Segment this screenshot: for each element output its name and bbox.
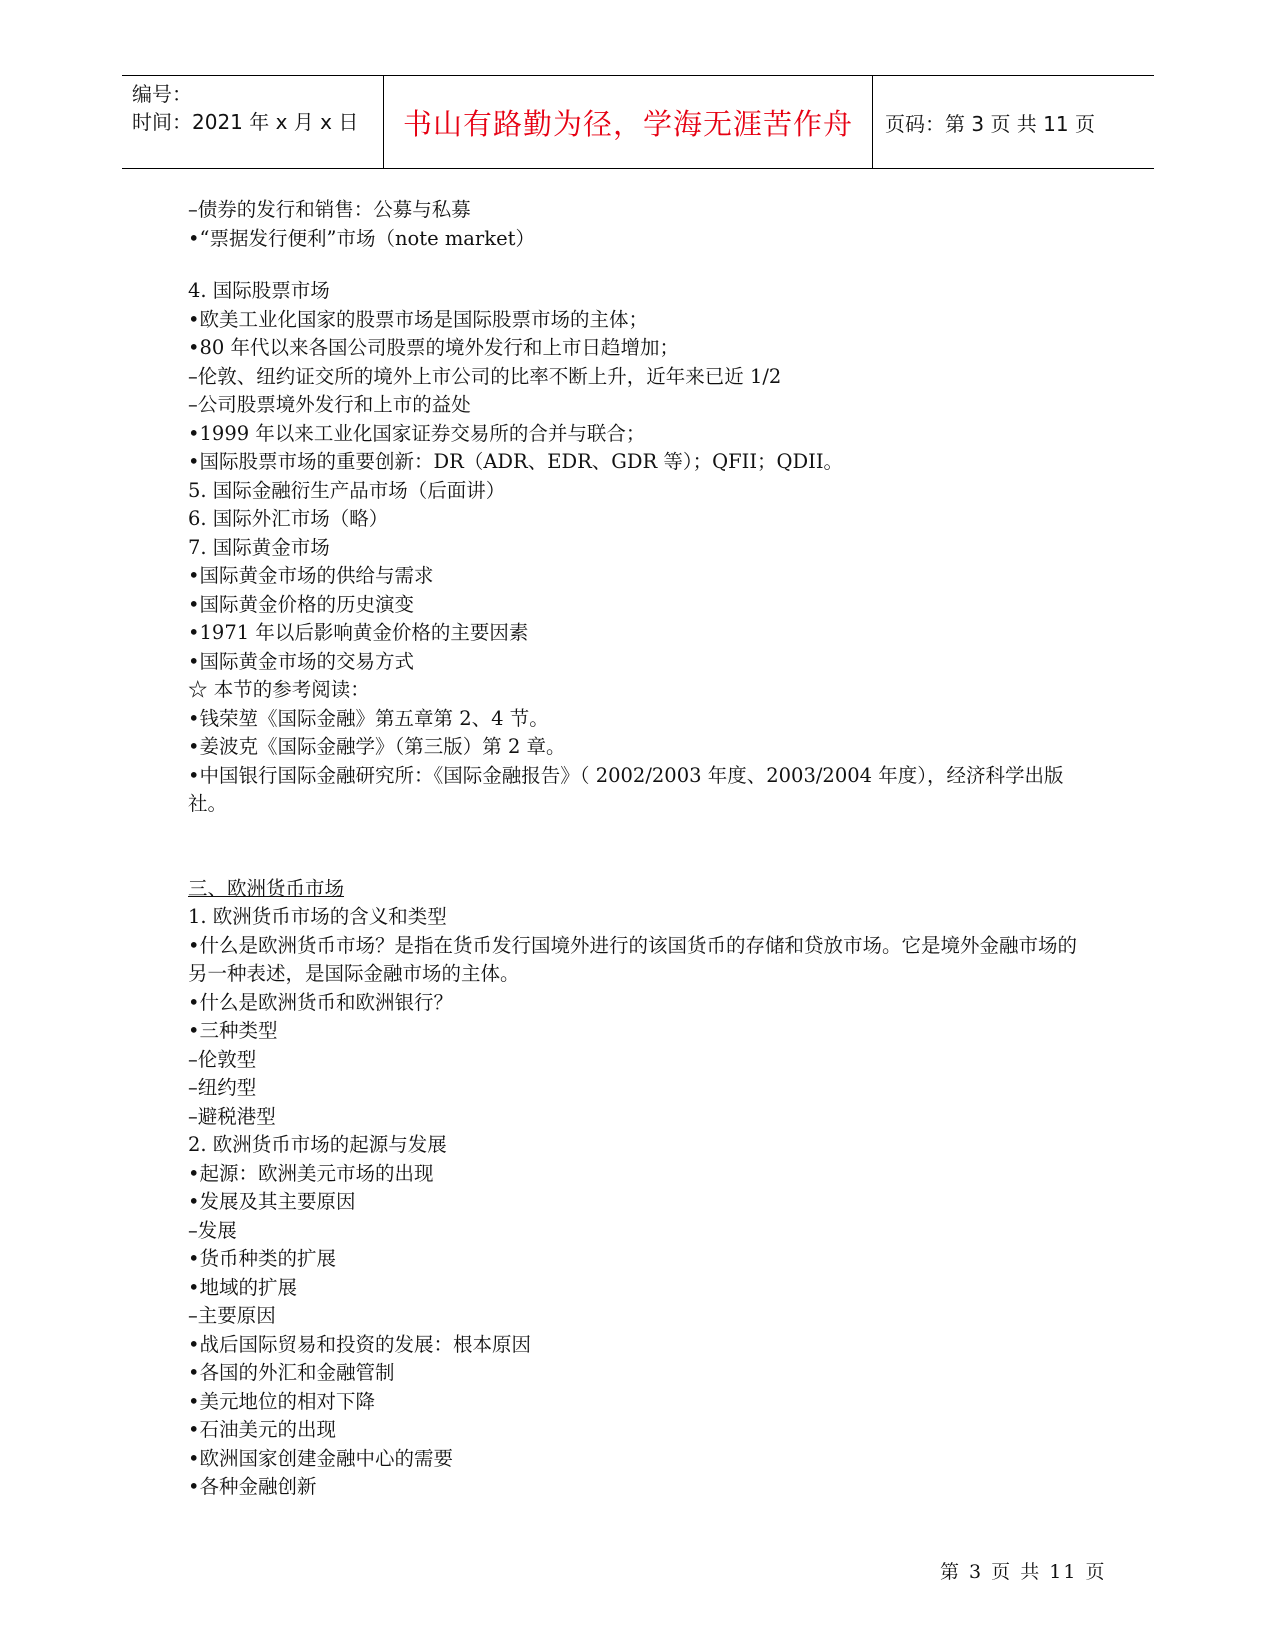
text-line: –纽约型	[188, 1076, 257, 1099]
text-line: –伦敦型	[188, 1047, 257, 1071]
text-line: •钱荣堃《国际金融》第五章第 2、4 节。	[188, 706, 549, 730]
text-line: •各种金融创新	[188, 1475, 317, 1498]
text-line: •国际黄金市场的交易方式	[188, 649, 415, 673]
text-line: –避税港型	[188, 1104, 276, 1128]
text-line: •什么是欧洲货币和欧洲银行？	[188, 990, 454, 1014]
text-line: –主要原因	[188, 1304, 276, 1327]
text-line: 4. 国际股票市场	[188, 279, 330, 302]
text-line: •1971 年以后影响黄金价格的主要因素	[188, 621, 529, 644]
text-line: –发展	[188, 1218, 237, 1242]
document-time-label: 时间：2021 年 x 月 x 日	[132, 110, 359, 134]
text-line: 5. 国际金融衍生产品市场（后面讲）	[188, 478, 506, 502]
text-line: •货币种类的扩展	[188, 1247, 337, 1270]
text-line: •姜波克《国际金融学》（第三版）第 2 章。	[188, 735, 566, 758]
text-line: 6. 国际外汇市场（略）	[188, 507, 389, 530]
header-motto: 书山有路勤为径，学海无涯苦作舟	[384, 76, 873, 168]
text-line: •各国的外汇和金融管制	[188, 1361, 395, 1384]
text-line: •三种类型	[188, 1019, 278, 1042]
text-line: •欧洲国家创建金融中心的需要	[188, 1446, 454, 1470]
text-line: •1999 年以来工业化国家证券交易所的合并与联合；	[188, 421, 646, 445]
header-left-cell	[122, 76, 384, 168]
text-line: •“票据发行便利”市场（note market）	[188, 226, 535, 250]
text-paragraph: •什么是欧洲货币市场？是指在货币发行国境外进行的该国货币的存储和贷放市场。它是境外金融市场的另一种表述，是国际金融市场的主体。	[188, 933, 1078, 985]
text-paragraph: •中国银行国际金融研究所：《国际金融报告》（ 2002/2003 年度、2003/2004 年度），经济科学出版社。	[188, 763, 1064, 815]
text-line: •国际黄金价格的历史演变	[188, 592, 415, 616]
document-number-label: 编号：	[132, 82, 192, 106]
text-line: –伦敦、纽约证交所的境外上市公司的比率不断上升，近年来已近 1/2	[188, 364, 782, 388]
text-line: •国际黄金市场的供给与需求	[188, 564, 434, 587]
text-line: •国际股票市场的重要创新：DR（ADR、EDR、GDR 等）；QFII；QDII。	[188, 450, 844, 473]
text-line: •发展及其主要原因	[188, 1190, 356, 1213]
document-body	[188, 196, 1093, 1502]
text-line: –公司股票境外发行和上市的益处	[188, 393, 471, 416]
text-line: 1. 欧洲货币市场的含义和类型	[188, 905, 447, 928]
page-header	[122, 75, 1154, 169]
text-line: •欧美工业化国家的股票市场是国际股票市场的主体；	[188, 307, 649, 331]
section-heading: 三、欧洲货币市场	[188, 876, 345, 900]
text-line: •战后国际贸易和投资的发展：根本原因	[188, 1332, 532, 1356]
text-line: •地域的扩展	[188, 1275, 298, 1299]
text-line: 7. 国际黄金市场	[188, 535, 330, 559]
text-line: 2. 欧洲货币市场的起源与发展	[188, 1133, 447, 1156]
text-line: •美元地位的相对下降	[188, 1389, 376, 1413]
text-line: ☆ 本节的参考阅读：	[188, 678, 370, 701]
text-line: –债券的发行和销售：公募与私募	[188, 198, 471, 221]
page-footer: 第 3 页 共 11 页	[940, 1561, 1107, 1583]
text-line: •石油美元的出现	[188, 1418, 337, 1441]
header-page-label: 页码：第 3 页 共 11 页	[885, 111, 1095, 136]
text-line: •80 年代以来各国公司股票的境外发行和上市日趋增加；	[188, 336, 680, 359]
text-line: •起源：欧洲美元市场的出现	[188, 1161, 434, 1185]
